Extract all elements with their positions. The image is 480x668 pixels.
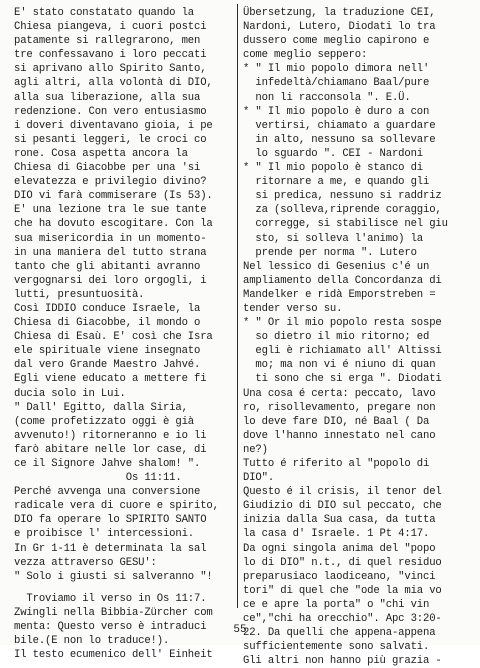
text-line: * " Il mio popolo è stanco di — [243, 162, 424, 175]
text-line: in una maniera del tutto strana — [14, 246, 207, 259]
text-line: DIO fa operare lo SPIRITO SANTO — [14, 514, 207, 527]
text-line: Questo é il crisis, il tenor del — [243, 486, 442, 499]
text-line: agli altri, alla volontà di DIO, — [14, 77, 213, 90]
text-line: redenzione. Con vero entusiasmo — [14, 105, 207, 118]
text-line: za (solleva,riprende coraggio, — [243, 204, 442, 217]
text-line: DIO". — [243, 472, 275, 485]
text-line: tender verso su. — [243, 302, 343, 315]
text-line: tanto che gli abitanti avranno — [14, 260, 201, 273]
text-line: so dietro il mio ritorno; ed — [243, 331, 430, 344]
text-line: * " Il mio popolo dimora nell' — [243, 63, 430, 76]
text-line: ritornare a me, e quando gli — [243, 176, 430, 189]
text-line: ce il Signore Jahve shalom! ". — [14, 458, 201, 470]
text-line: lutti, presuntuosità. — [14, 288, 145, 301]
text-line: corregge, si stabilisce nel giu — [243, 218, 448, 231]
text-line: sto, si solleva l'animo) la — [243, 232, 424, 245]
text-line: ne?) — [243, 443, 268, 456]
text-line: vertirsi, chiamato a guardare — [243, 119, 436, 132]
text-line: si pesanti leggeri, le croci co — [14, 133, 207, 146]
text-line: egli è richiamato all' Altissi — [243, 345, 442, 358]
text-line: sua misericordia in un momento- — [14, 232, 207, 245]
text-line: ti sono che si erga ". Diodati — [243, 373, 442, 386]
text-line: (come profetizzato oggi è già — [14, 415, 195, 428]
left-text-column — [14, 6, 232, 662]
text-line: Chiesa piangeva, i cuori postci — [14, 21, 207, 34]
text-line: elevatezza e privilegio divino? — [14, 176, 207, 189]
text-line: preparusiaco laodiceano, "vinci — [243, 570, 436, 583]
text-line: Zwingli nella Bibbia-Zürcher com — [14, 606, 213, 619]
text-line: e proibisce l' intercessioni. — [14, 528, 195, 541]
text-line: dove l'hanno innestato nel cano — [243, 429, 436, 442]
text-line: Tutto é riferito al "popolo di — [243, 458, 430, 470]
text-line: E' una lezione tra le sue tante — [14, 204, 207, 217]
text-line: inizia dalla Sua casa, da tutta — [243, 514, 436, 527]
text-line: vergognarsi dei loro orgogli, i — [14, 274, 207, 287]
text-line: tre confessavano i loro peccati — [14, 49, 207, 62]
text-line: ampliamento della Concordanza di — [243, 274, 442, 287]
text-line: vezza attraverso GESU': — [14, 556, 157, 569]
text-line: ro, risollevamento, pregare non — [243, 401, 436, 414]
text-line: come meglio seppero: — [243, 49, 368, 62]
text-line: Giudizio di DIO sul peccato, che — [243, 500, 442, 513]
text-line: la casa d' Israele. 1 Pt 4:17. — [243, 528, 430, 541]
text-line: In Gr 1-11 è determinata la sal — [14, 542, 207, 555]
text-line: patamente si rallegrarono, men — [14, 35, 201, 48]
text-line: Chiesa di Esaù. E' così che Isra — [14, 331, 213, 344]
text-line: " Dall' Egitto, dalla Siria, — [14, 401, 188, 414]
text-line: non li racconsola ". E.Ü. — [243, 91, 411, 104]
text-line: ce","chi ha orecchio". Apc 3:20- — [243, 613, 442, 626]
text-line: sufficientemente sono salvati. — [243, 641, 430, 654]
text-line: Gli altri non hanno più grazia - — [243, 655, 442, 668]
text-line: * " Il mio popolo è duro a con — [243, 105, 430, 118]
text-line: alla sua liberazione, alla sua — [14, 91, 201, 104]
text-line: Egli viene educato a mettere fi — [14, 373, 207, 386]
right-text-column — [243, 6, 473, 668]
text-line: * " Or il mio popolo resta sospe — [243, 317, 442, 330]
text-line: ducia solo in Lui. — [14, 387, 126, 400]
text-line: Da ogni singola anima del "popo — [243, 542, 436, 555]
text-line: si predica, nessuno si raddriz — [243, 190, 442, 203]
text-line: Nardoni, Lutero, Diodati lo tra — [243, 21, 436, 34]
text-line: lo deve fare DIO, né Baal ( Da — [243, 415, 430, 428]
text-line: Os 11:11. — [14, 472, 182, 485]
text-line: 22. Da quelli che appena-appena — [243, 627, 436, 640]
text-line: dal vero Grande Maestro Jahvé. — [14, 359, 201, 372]
text-line: Così IDDIO conduce Israele, la — [14, 302, 201, 315]
text-line: " Solo i giusti si salveranno "! — [14, 570, 213, 583]
text-line — [14, 584, 232, 592]
text-line: prende per norma ". Lutero — [243, 246, 417, 259]
text-line: lo sguardo ". CEI - Nardoni — [243, 147, 424, 160]
text-line: E' stato constatato quando la — [14, 7, 195, 19]
text-line: DIO vi farà commiserare (Is 53). — [14, 190, 213, 203]
text-line: farò abitare nelle lor case, di — [14, 443, 207, 456]
text-line: Nel lessico di Gesenius c'é un — [243, 260, 430, 273]
text-line: Mandelker e ridà Emporstreben = — [243, 288, 436, 301]
text-line: dussero come meglio capirono e — [243, 35, 430, 48]
text-line: Übersetzung, la traduzione CEI, — [243, 7, 436, 19]
text-line: Perché avvenga una conversione — [14, 486, 201, 499]
text-line: tori" di quel che "ode la mia vo — [243, 584, 442, 597]
text-line: Chiesa di Giacobbe, il mondo o — [14, 317, 201, 330]
text-line: i doveri diventavano gioia, i pe — [14, 119, 213, 132]
text-line: rone. Cosa aspetta ancora la — [14, 147, 188, 160]
text-line: Chiesa di Giacobbe per una 'si — [14, 162, 201, 175]
text-line: ele spirituale viene insegnato — [14, 345, 201, 358]
column-divider — [237, 4, 238, 608]
text-line: mo; ma non vi é niuno di quan — [243, 359, 436, 372]
text-line: lo di DIO" n.t., di quel residuo — [243, 556, 442, 569]
text-line: radicale vera di cuore e spirito, — [14, 500, 219, 513]
text-line: avvenuto!) ritorneranno e io li — [14, 429, 207, 442]
text-line: in alto, nessuno sa sollevare — [243, 133, 436, 146]
text-line: menta: Questo verso è intraduci — [14, 621, 207, 634]
text-line: che ha dovuto escogitare. Con la — [14, 218, 213, 231]
text-line: Una cosa é certa: peccato, lavo — [243, 387, 436, 400]
page-number: 55 — [233, 624, 247, 636]
text-line: bile.(E non lo traduce!). — [14, 635, 170, 648]
text-line: infedeltà/chiamano Baal/pure — [243, 77, 430, 90]
text-line: Il testo ecumenico dell' Einheit — [14, 649, 213, 662]
text-line: ce e apre la porta" o "chi vin — [243, 598, 430, 611]
text-line: Troviamo il verso in Os 11:7. — [14, 592, 207, 605]
text-line: si aprivano allo Spirito Santo, — [14, 63, 207, 76]
